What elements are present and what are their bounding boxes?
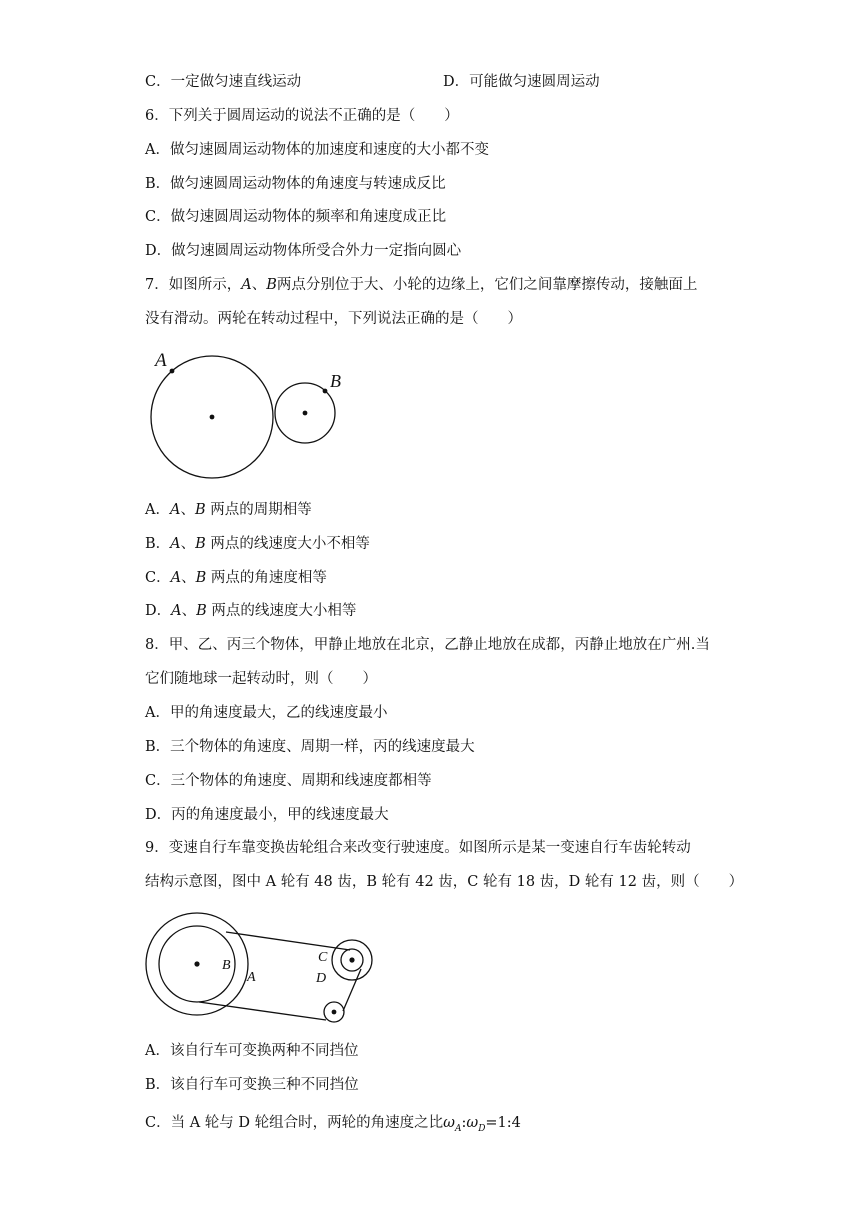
q9-figure-gears <box>140 905 390 1030</box>
small-wheel-center <box>303 411 308 416</box>
q7-stem-line1 <box>145 275 697 295</box>
q7-figure-wheels <box>140 340 350 490</box>
q6-option-b: B．做匀速圆周运动物体的角速度与转速成反比 <box>145 176 446 192</box>
omega-d: $\omega_D$ <box>466 1115 486 1134</box>
q9-stem-line2: 结构示意图，图中 A 轮有 48 齿，B 轮有 42 齿，C 轮有 18 齿，D 轮有 12 齿，则（ ） <box>145 874 744 890</box>
q7-option-d: D．A、B 两点的线速度大小相等 <box>145 603 357 619</box>
fig-label-b: B <box>330 371 341 391</box>
q9-option-c: C．当 A 轮与 D 轮组合时，两轮的角速度之比$\omega_A:\omega_D=1:4$ <box>145 1115 521 1134</box>
chain-right <box>343 969 361 1011</box>
big-wheel-center <box>210 415 215 420</box>
q7-option-c: C．A、B 两点的角速度相等 <box>145 570 327 586</box>
fig-label-a: A <box>247 970 256 985</box>
gear-cd-center <box>349 957 354 962</box>
q8-option-d: D．丙的角速度最小，甲的线速度最大 <box>145 807 389 823</box>
fig-label-d: D <box>316 971 327 986</box>
q7-option-a: A．A、B 两点的周期相等 <box>145 502 312 518</box>
omega-a: $\omega_A$ <box>443 1115 462 1134</box>
q8-option-a: A．甲的角速度最大，乙的线速度最小 <box>145 705 388 721</box>
fig-label-c: C <box>318 950 328 965</box>
q7-stem-line2: 没有滑动。两轮在转动过程中，下列说法正确的是（ ） <box>145 311 522 327</box>
q6-option-c: C．做匀速圆周运动物体的频率和角速度成正比 <box>145 209 447 225</box>
q8-option-c: C．三个物体的角速度、周期和线速度都相等 <box>145 773 432 789</box>
q6-option-d: D．做匀速圆周运动物体所受合外力一定指向圆心 <box>145 243 462 259</box>
fig-label-b: B <box>222 958 231 973</box>
q9-option-a: A．该自行车可变换两种不同挡位 <box>145 1043 359 1059</box>
point-b-dot <box>323 389 328 394</box>
q6-stem: 6．下列关于圆周运动的说法不正确的是（ ） <box>145 108 459 124</box>
q7-point-a: A <box>241 277 252 293</box>
q8-stem-line1: 8．甲、乙、丙三个物体，甲静止地放在北京，乙静止地放在成都，丙静止地放在广州.当 <box>145 637 710 653</box>
q8-stem-line2: 它们随地球一起转动时，则（ ） <box>145 671 377 687</box>
q8-option-b: B．三个物体的角速度、周期一样，丙的线速度最大 <box>145 739 475 755</box>
fig-label-a: A <box>155 350 167 371</box>
point-a-dot <box>170 369 175 374</box>
q7-stem-post: 两点分别位于大、小轮的边缘上，它们之间靠摩擦传动，接触面上 <box>276 277 698 293</box>
ratio-value: =1:4 <box>485 1115 521 1131</box>
tension-pulley-center <box>332 1010 337 1015</box>
q7-option-b: B．A、B 两点的线速度大小不相等 <box>145 536 370 552</box>
q5-option-d: D．可能做匀速圆周运动 <box>443 74 600 90</box>
q7-sep: 、 <box>251 277 267 293</box>
q5-option-c: C．一定做匀速直线运动 <box>145 74 302 90</box>
q9-option-b: B．该自行车可变换三种不同挡位 <box>145 1077 359 1093</box>
gear-ab-center <box>194 961 199 966</box>
q7-stem-pre: 7．如图所示， <box>145 277 242 293</box>
q9-stem-line1: 9．变速自行车靠变换齿轮组合来改变行驶速度。如图所示是某一变速自行车齿轮转动 <box>145 840 691 856</box>
q6-option-a: A．做匀速圆周运动物体的加速度和速度的大小都不变 <box>145 142 489 158</box>
q7-point-b: B <box>266 277 277 293</box>
